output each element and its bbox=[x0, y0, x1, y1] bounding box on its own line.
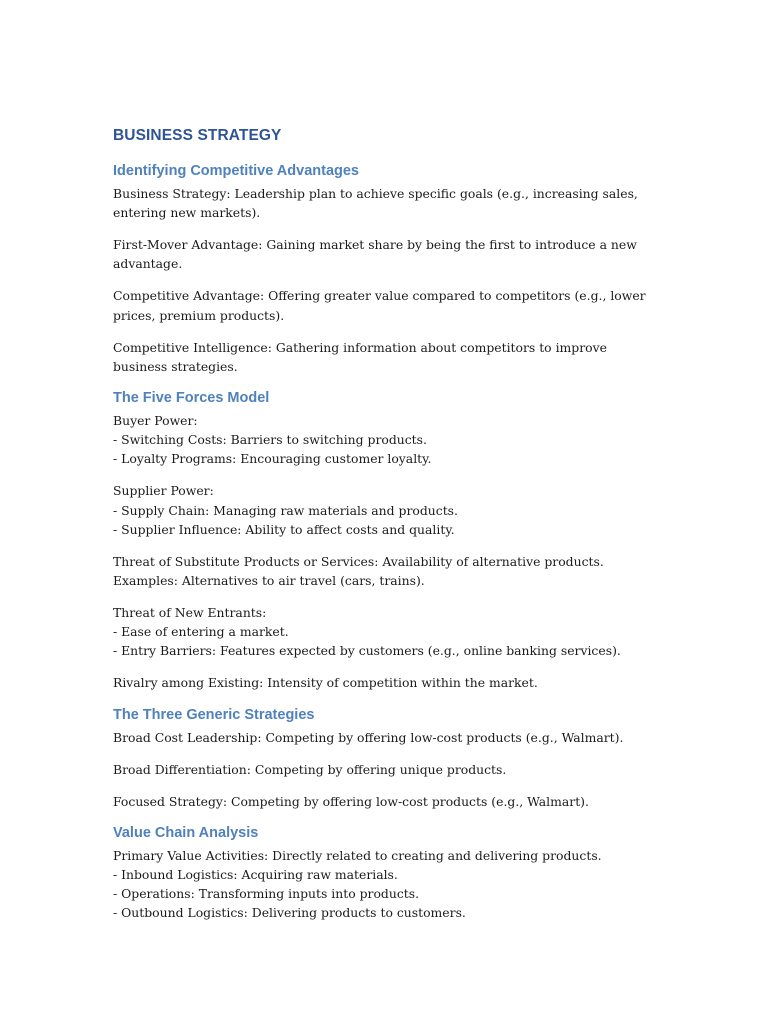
section-heading: The Three Generic Strategies bbox=[113, 706, 315, 723]
paragraph: Buyer Power: - Switching Costs: Barriers to switching products. - Loyalty Programs: Encouraging customer loyalty. bbox=[113, 413, 432, 467]
section-generic-strategies bbox=[113, 706, 658, 811]
paragraph: Primary Value Activities: Directly related to creating and delivering products. - Inbound Logistics: Acquiring raw materials. - Operations: Transforming inputs into products. - Outbound Logistics: Delivering products to customers. bbox=[113, 847, 602, 921]
section-heading: Value Chain Analysis bbox=[113, 824, 259, 841]
paragraph: Broad Differentiation: Competing by offering unique products. bbox=[113, 761, 507, 777]
paragraph: Threat of Substitute Products or Services: Availability of alternative products. Examples: Alternatives to air travel (cars, trains). bbox=[113, 553, 604, 589]
paragraph: Competitive Advantage: Offering greater value compared to competitors (e.g., lower prices, premium products). bbox=[113, 288, 646, 323]
paragraph: Threat of New Entrants: - Ease of entering a market. - Entry Barriers: Features expected by customers (e.g., online banking services). bbox=[113, 605, 621, 659]
paragraph: Rivalry among Existing: Intensity of competition within the market. bbox=[113, 675, 538, 691]
paragraph: Supplier Power: - Supply Chain: Managing raw materials and products. - Supplier Influence: Ability to affect costs and quality. bbox=[113, 483, 458, 537]
section-value-chain bbox=[113, 824, 658, 923]
document-title: BUSINESS STRATEGY bbox=[113, 127, 282, 144]
paragraph: First-Mover Advantage: Gaining market share by being the first to introduce a new advantage. bbox=[113, 237, 637, 272]
paragraph: Focused Strategy: Competing by offering low-cost products (e.g., Walmart). bbox=[113, 793, 589, 809]
paragraph: Competitive Intelligence: Gathering information about competitors to improve business strategies. bbox=[113, 339, 607, 374]
paragraph: Business Strategy: Leadership plan to achieve specific goals (e.g., increasing sales, entering new markets). bbox=[113, 186, 638, 221]
section-competitive-advantages bbox=[113, 162, 658, 376]
section-heading: The Five Forces Model bbox=[113, 390, 270, 407]
section-five-forces bbox=[113, 389, 658, 693]
section-heading: Identifying Competitive Advantages bbox=[113, 163, 359, 179]
paragraph: Broad Cost Leadership: Competing by offering low-cost products (e.g., Walmart). bbox=[113, 729, 624, 745]
